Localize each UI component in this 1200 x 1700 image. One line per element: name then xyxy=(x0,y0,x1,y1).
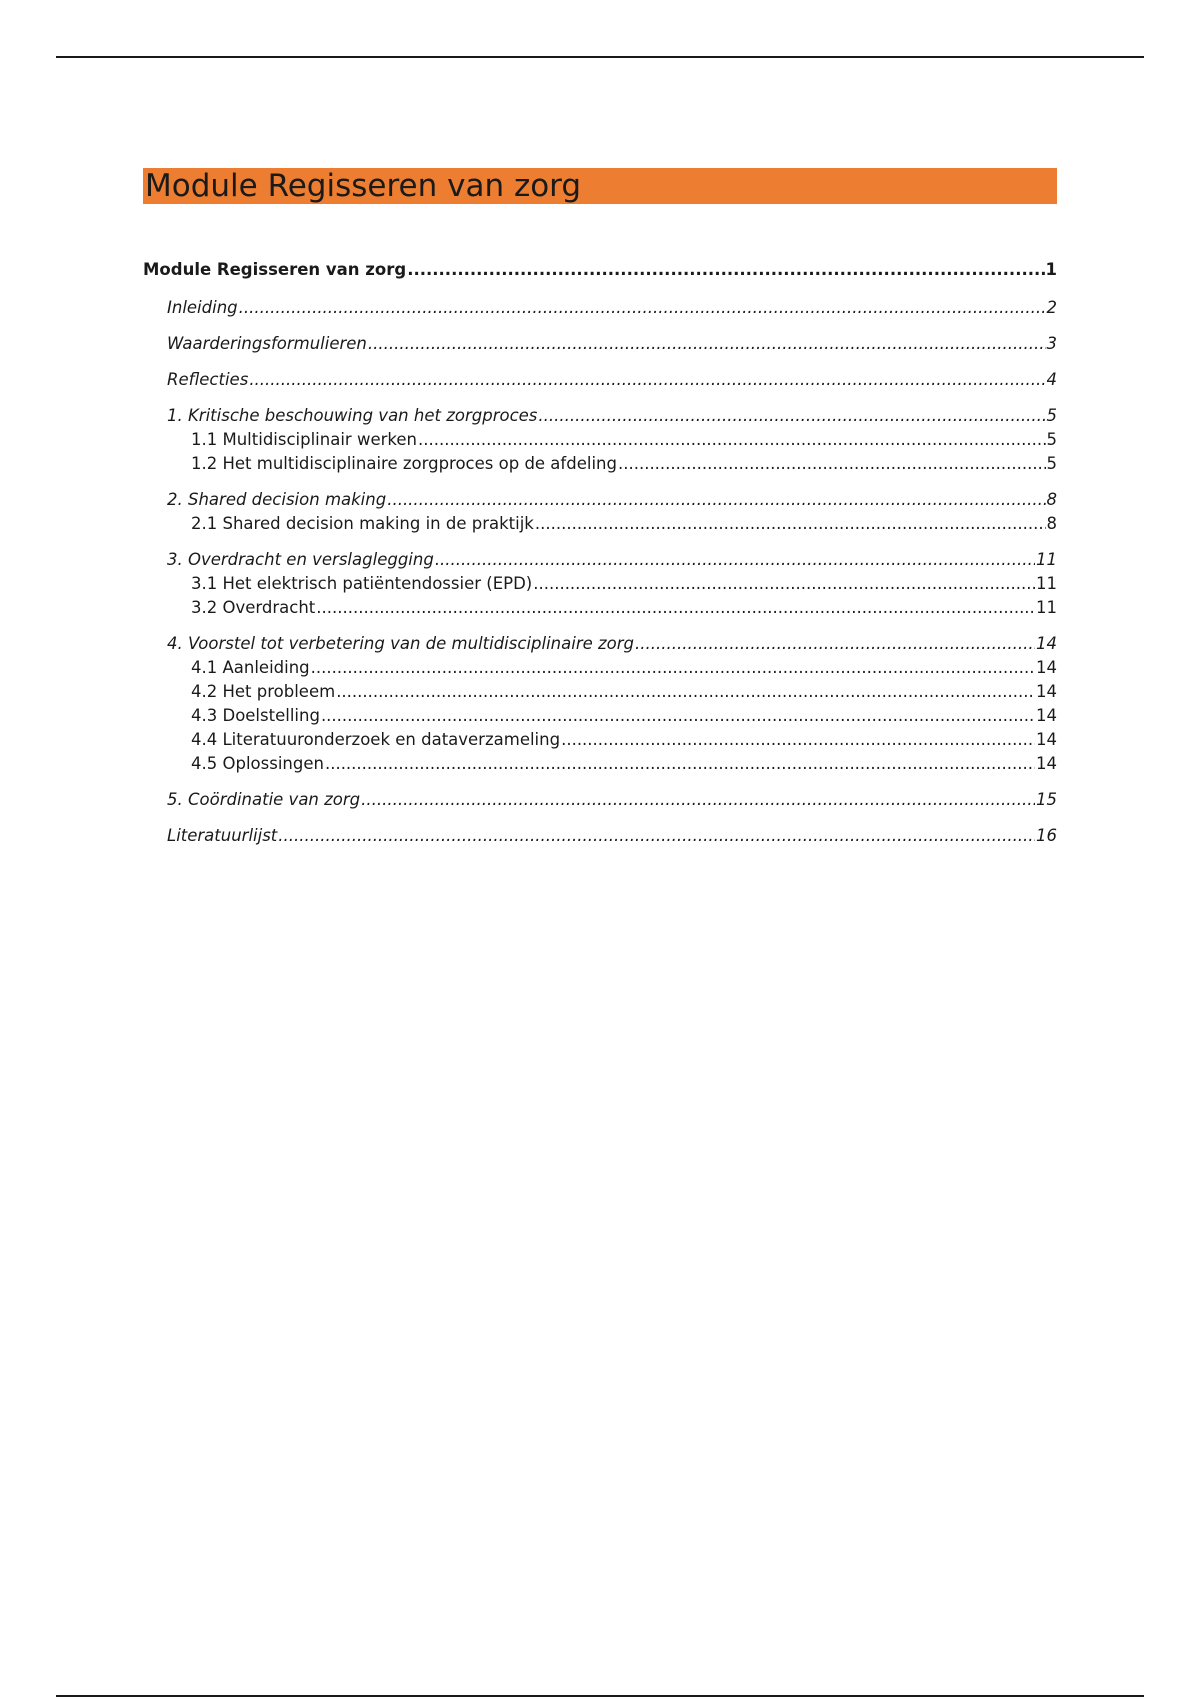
document-title: Module Regisseren van zorg xyxy=(145,167,582,204)
toc-entry[interactable] xyxy=(143,680,1057,704)
toc-dot-leader xyxy=(239,296,1046,320)
toc-entry-label: 3.2 Overdracht xyxy=(191,598,316,617)
toc-entry-page: 8 xyxy=(1046,514,1057,533)
table-of-contents xyxy=(143,258,1057,848)
toc-entry[interactable] xyxy=(143,824,1057,848)
toc-entry-label: 3. Overdracht en verslaglegging xyxy=(167,550,434,569)
toc-dot-leader xyxy=(538,404,1045,428)
toc-entry-label: Module Regisseren van zorg xyxy=(143,260,407,279)
toc-dot-leader xyxy=(387,488,1045,512)
toc-entry-page: 3 xyxy=(1046,334,1057,353)
toc-dot-leader xyxy=(561,728,1035,752)
toc-entry[interactable] xyxy=(143,548,1057,572)
toc-entry-label: 4.1 Aanleiding xyxy=(191,658,310,677)
toc-entry-page: 11 xyxy=(1036,574,1057,593)
toc-entry-page: 14 xyxy=(1036,682,1057,701)
toc-dot-leader xyxy=(311,656,1035,680)
toc-dot-leader xyxy=(368,332,1046,356)
toc-entry-page: 11 xyxy=(1036,550,1057,569)
toc-entry-page: 5 xyxy=(1046,454,1057,473)
toc-entry-label: 3.1 Het elektrisch patiëntendossier (EPD) xyxy=(191,574,533,593)
toc-entry[interactable] xyxy=(143,632,1057,656)
toc-entry[interactable] xyxy=(143,332,1057,356)
toc-entry[interactable] xyxy=(143,572,1057,596)
footer-rule xyxy=(56,1695,1144,1697)
toc-dot-leader xyxy=(533,572,1035,596)
toc-dot-leader xyxy=(316,596,1035,620)
toc-dot-leader xyxy=(325,752,1035,776)
toc-dot-leader xyxy=(435,548,1035,572)
toc-dot-leader xyxy=(361,788,1035,812)
toc-entry[interactable] xyxy=(143,728,1057,752)
toc-entry-page: 1 xyxy=(1045,260,1057,279)
toc-dot-leader xyxy=(407,258,1044,282)
toc-entry-label: 1.2 Het multidisciplinaire zorgproces op de afdeling xyxy=(191,454,617,473)
toc-dot-leader xyxy=(418,428,1046,452)
toc-entry[interactable] xyxy=(143,656,1057,680)
toc-dot-leader xyxy=(635,632,1035,656)
toc-entry[interactable] xyxy=(143,704,1057,728)
toc-entry-label: Waarderingsformulieren xyxy=(167,334,367,353)
toc-entry[interactable] xyxy=(143,428,1057,452)
toc-entry-page: 14 xyxy=(1036,730,1057,749)
toc-entry[interactable] xyxy=(143,512,1057,536)
toc-entry-label: 2.1 Shared decision making in de praktijk xyxy=(191,514,534,533)
toc-dot-leader xyxy=(535,512,1046,536)
toc-entry[interactable] xyxy=(143,488,1057,512)
toc-entry-page: 5 xyxy=(1046,430,1057,449)
toc-entry-page: 11 xyxy=(1036,598,1057,617)
toc-entry-page: 16 xyxy=(1036,826,1057,845)
toc-entry-label: 4.5 Oplossingen xyxy=(191,754,324,773)
toc-entry-label: 4.3 Doelstelling xyxy=(191,706,320,725)
toc-entry[interactable] xyxy=(143,296,1057,320)
toc-entry[interactable] xyxy=(143,752,1057,776)
toc-entry[interactable] xyxy=(143,404,1057,428)
toc-entry-label: Reflecties xyxy=(167,370,249,389)
toc-dot-leader xyxy=(278,824,1035,848)
toc-dot-leader xyxy=(249,368,1045,392)
toc-entry-label: 4.4 Literatuuronderzoek en dataverzameling xyxy=(191,730,561,749)
toc-entry[interactable] xyxy=(143,788,1057,812)
header-rule xyxy=(56,56,1144,58)
toc-entry-label: 4. Voorstel tot verbetering van de multidisciplinaire zorg xyxy=(167,634,635,653)
toc-entry-label: 1.1 Multidisciplinair werken xyxy=(191,430,417,449)
toc-dot-leader xyxy=(618,452,1046,476)
toc-entry-page: 2 xyxy=(1046,298,1057,317)
toc-entry-label: 2. Shared decision making xyxy=(167,490,387,509)
toc-dot-leader xyxy=(336,680,1035,704)
toc-entry-label: 1. Kritische beschouwing van het zorgproces xyxy=(167,406,538,425)
toc-entry[interactable] xyxy=(143,368,1057,392)
toc-entry-label: Inleiding xyxy=(167,298,238,317)
title-band xyxy=(143,168,1057,204)
toc-entry-page: 15 xyxy=(1036,790,1057,809)
toc-entry-page: 14 xyxy=(1036,754,1057,773)
toc-entry[interactable] xyxy=(143,258,1057,282)
toc-entry-page: 14 xyxy=(1036,634,1057,653)
toc-entry-label: 5. Coördinatie van zorg xyxy=(167,790,361,809)
toc-entry[interactable] xyxy=(143,452,1057,476)
toc-dot-leader xyxy=(321,704,1035,728)
toc-entry-page: 8 xyxy=(1046,490,1057,509)
toc-entry-label: 4.2 Het probleem xyxy=(191,682,336,701)
toc-entry-label: Literatuurlijst xyxy=(167,826,278,845)
toc-entry-page: 14 xyxy=(1036,658,1057,677)
toc-entry-page: 14 xyxy=(1036,706,1057,725)
toc-entry[interactable] xyxy=(143,596,1057,620)
toc-entry-page: 4 xyxy=(1046,370,1057,389)
toc-entry-page: 5 xyxy=(1046,406,1057,425)
